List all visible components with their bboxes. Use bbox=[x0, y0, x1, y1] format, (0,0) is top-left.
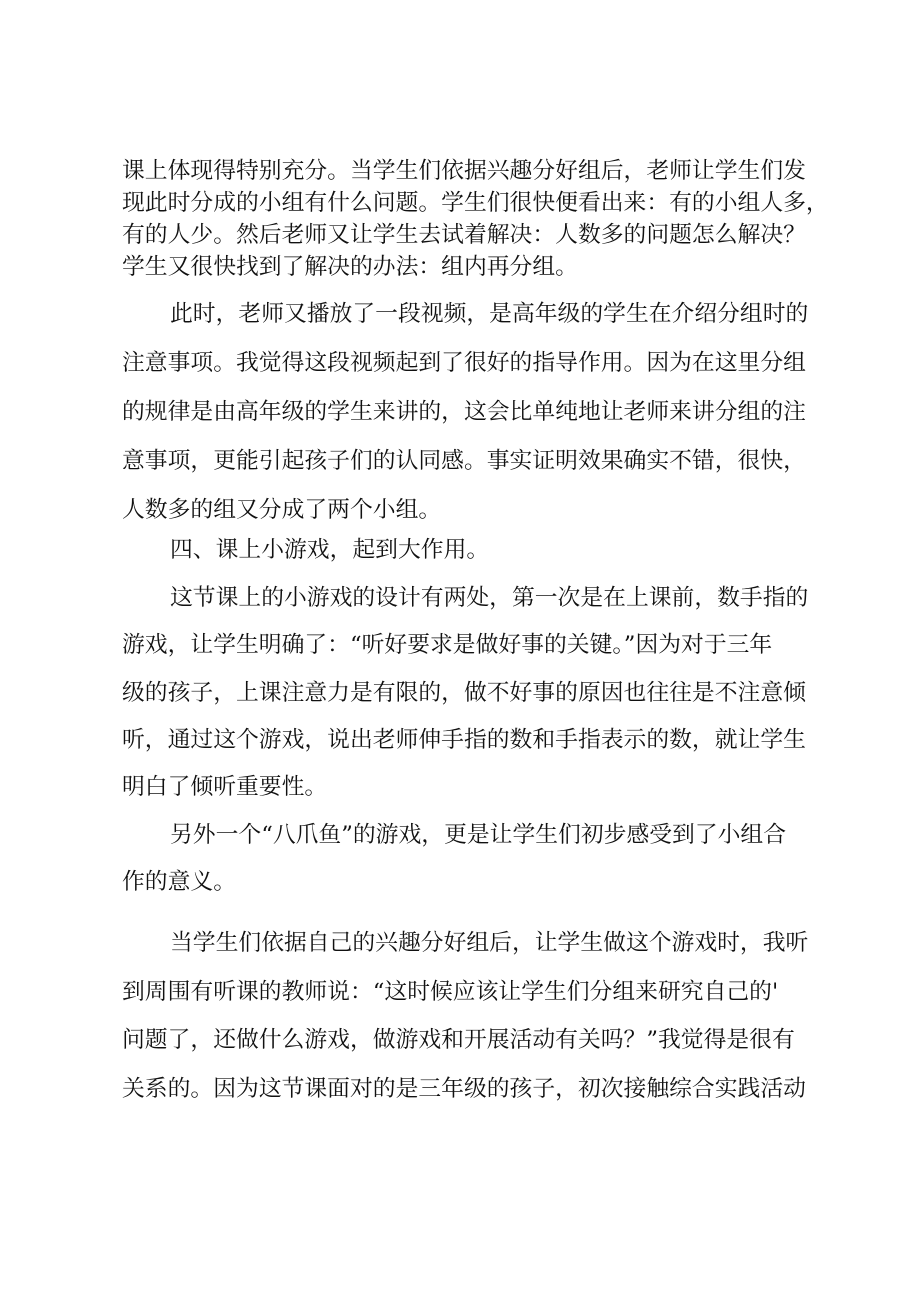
text-line: 当学生们依据自己的兴趣分好组后，让学生做这个游戏时，我听 bbox=[170, 930, 809, 956]
text-line: 此时，老师又播放了一段视频，是高年级的学生在介绍分组时的 bbox=[170, 301, 809, 327]
text-line: 学生又很快找到了解决的办法：组内再分组。 bbox=[122, 254, 578, 280]
text-line: 有的人少。然后老师又让学生去试着解决：人数多的问题怎么解决？ bbox=[122, 222, 806, 248]
text-line: 意事项，更能引起孩子们的认同感。事实证明效果确实不错，很快， bbox=[122, 448, 806, 474]
text-line: 游戏，让学生明确了：“听好要求是做好事的关键。”因为对于三年 bbox=[122, 632, 773, 658]
text-line: 另外一个“八爪鱼”的游戏，更是让学生们初步感受到了小组合 bbox=[170, 822, 787, 848]
text-line: 明白了倾听重要性。 bbox=[122, 774, 328, 800]
text-line: 问题了，还做什么游戏，做游戏和开展活动有关吗？”我觉得是很有 bbox=[122, 1027, 795, 1053]
text-line: 关系的。因为这节课面对的是三年级的孩子，初次接触综合实践活动 bbox=[122, 1076, 806, 1102]
text-line: 听，通过这个游戏，说出老师伸手指的数和手指表示的数，就让学生 bbox=[122, 727, 806, 753]
text-line: 到周围有听课的教师说：“这时候应该让学生们分组来研究自己的' bbox=[122, 979, 779, 1005]
text-line: 现此时分成的小组有什么问题。学生们很快便看出来：有的小组人多， bbox=[122, 190, 829, 216]
text-line: 级的孩子，上课注意力是有限的，做不好事的原因也往往是不注意倾 bbox=[122, 680, 806, 706]
text-line: 的规律是由高年级的学生来讲的，这会比单纯地让老师来讲分组的注 bbox=[122, 399, 806, 425]
text-line: 课上体现得特别充分。当学生们依据兴趣分好组后，老师让学生们发 bbox=[122, 158, 806, 184]
text-line: 人数多的组又分成了两个小组。 bbox=[122, 497, 442, 523]
text-line: 作的意义。 bbox=[122, 869, 236, 895]
section-heading: 四、课上小游戏，起到大作用。 bbox=[170, 537, 490, 563]
text-line: 这节课上的小游戏的设计有两处，第一次是在上课前，数手指的 bbox=[170, 585, 809, 611]
text-line: 注意事项。我觉得这段视频起到了很好的指导作用。因为在这里分组 bbox=[122, 350, 806, 376]
